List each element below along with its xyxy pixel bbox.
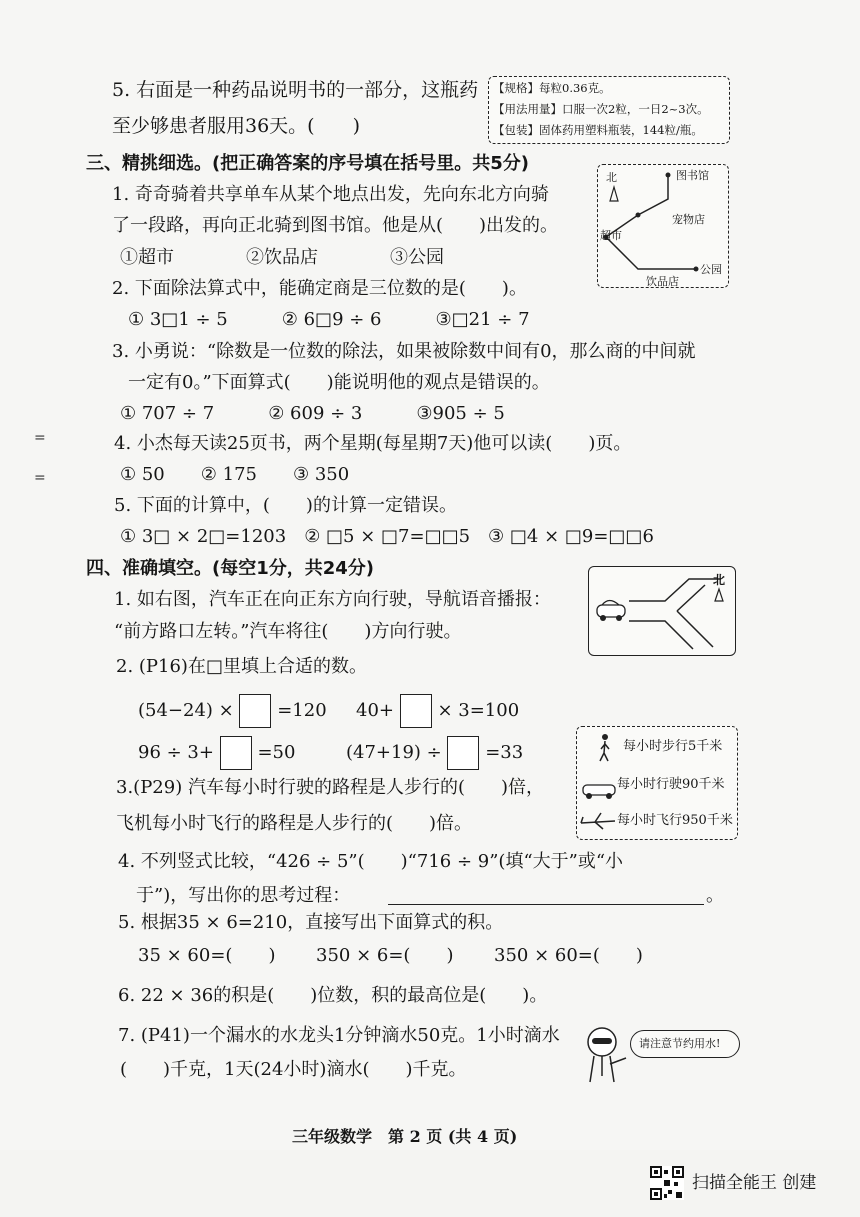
cartoon-figure-icon [580,1024,640,1086]
speech-bubble [630,1030,740,1058]
s4-q2-line1: 2. (P16)在□里填上合适的数。 [116,656,367,677]
speed-walk: 每小时步行5千米 [623,739,723,754]
margin-mark: = [34,430,46,446]
s4-q2-expr2 [356,694,519,728]
reasoning-line[interactable] [388,904,704,905]
s3-q1-options: ①超市 ②饮品店 ③公园 [120,247,444,268]
s4-q4-line2: 于”)，写出你的思考过程： [136,885,351,906]
s3-q5-line1: 5. 下面的计算中，( )的计算一定错误。 [114,495,457,516]
expr2-left: 40+ [356,700,394,721]
map2-north: 北 [713,573,726,587]
s3-q4-options: ① 50 ② 175 ③ 350 [120,464,350,485]
spec-line3: 【包装】固体药用塑料瓶装，144粒/瓶。 [493,123,703,137]
section3-heading: 三、精挑细选。(把正确答案的序号填在括号里。共5分) [86,153,529,174]
s4-q7-line2: ( )千克，1天(24小时)滴水( )千克。 [120,1059,467,1080]
s3-q5-options: ① 3□ × 2□=1203 ② □5 × □7=□□5 ③ □4 × □9=□□6 [120,526,654,547]
q5-prev-line1: 5. 右面是一种药品说明书的一部分，这瓶药 [112,79,479,101]
speed-plane: 每小时飞行950千米 [617,813,733,828]
s3-q3-line1: 3. 小勇说：“除数是一位数的除法，如果被除数中间有0，那么商的中间就 [112,341,696,362]
medicine-label-box [488,76,730,144]
qr-code-icon [650,1166,684,1200]
s4-q1-line2: “前方路口左转。”汽车将往( )方向行驶。 [114,621,462,642]
bubble-text: 请注意节约用水! [639,1037,721,1050]
q5-prev-line2: 至少够患者服用36天。( ) [112,115,361,137]
s4-q5-e3: 350 × 60=( ) [494,945,643,966]
expr4-left: (47+19) ÷ [346,742,442,763]
speed-box [576,726,738,840]
s3-q2-options: ① 3□1 ÷ 5 ② 6□9 ÷ 6 ③□21 ÷ 7 [128,309,530,330]
expr4-right: =33 [485,742,524,763]
spec-line1: 【规格】每粒0.36克。 [493,81,611,95]
expr3-left: 96 ÷ 3+ [138,742,214,763]
speed-car: 每小时行驶90千米 [617,777,725,792]
road-map [588,566,736,656]
s4-q5-e2: 350 × 6=( ) [316,945,454,966]
route-map [597,164,729,288]
expr3-right: =50 [257,742,296,763]
answer-box[interactable] [239,694,271,728]
expr1-left: (54−24) × [138,700,234,721]
page-footer: 三年级数学 第 2 页 (共 4 页) [292,1127,518,1146]
spec-line2: 【用法用量】口服一次2粒，一日2~3次。 [493,102,709,116]
map1-market: 超市 [600,229,622,242]
margin-mark: = [34,470,46,486]
expr2-right: × 3=100 [437,700,520,721]
map1-drink: 饮品店 [646,275,679,288]
s4-q2-expr4 [346,736,523,770]
s4-q1-line1: 1. 如右图，汽车正在向正东方向行驶，导航语音播报： [114,589,551,610]
s4-q7-line1: 7. (P41)一个漏水的水龙头1分钟滴水50克。1小时滴水 [118,1025,560,1046]
s4-q6-line1: 6. 22 × 36的积是( )位数，积的最高位是( )。 [118,985,548,1006]
s4-q2-expr1 [138,694,327,728]
expr1-right: =120 [277,700,327,721]
map1-library: 图书馆 [676,169,709,182]
map1-pet: 宠物店 [672,213,705,226]
s3-q2-line1: 2. 下面除法算式中，能确定商是三位数的是( )。 [112,278,527,299]
s4-q5-line1: 5. 根据35 × 6=210，直接写出下面算式的积。 [118,912,504,933]
s4-q2-expr3 [138,736,295,770]
answer-box[interactable] [220,736,252,770]
s4-q3-line2: 飞机每小时飞行的路程是人步行的( )倍。 [116,813,473,834]
map1-park: 公园 [700,263,722,276]
section4-heading: 四、准确填空。(每空1分，共24分) [86,558,375,579]
s3-q1-line2: 了一段路，再向正北骑到图书馆。他是从( )出发的。 [112,215,559,236]
s3-q3-line2: 一定有0。”下面算式( )能说明他的观点是错误的。 [128,372,550,393]
s4-q3-line1: 3.(P29) 汽车每小时行驶的路程是人步行的( )倍， [116,777,544,798]
answer-box[interactable] [400,694,432,728]
s3-q1-line1: 1. 奇奇骑着共享单车从某个地点出发，先向东北方向骑 [112,184,549,205]
speed-icons-svg [577,727,617,839]
s4-q4-line1: 4. 不列竖式比较，“426 ÷ 5”( )“716 ÷ 9”(填“大于”或“小 [118,851,624,872]
s3-q4-line1: 4. 小杰每天读25页书，两个星期(每星期7天)他可以读( )页。 [114,433,632,454]
answer-box[interactable] [447,736,479,770]
s4-q4-end: 。 [706,885,724,906]
s3-q3-options: ① 707 ÷ 7 ② 609 ÷ 3 ③905 ÷ 5 [120,403,505,424]
s4-q5-e1: 35 × 60=( ) [138,945,276,966]
watermark-text: 扫描全能王 创建 [692,1173,817,1193]
map1-north: 北 [606,171,617,184]
